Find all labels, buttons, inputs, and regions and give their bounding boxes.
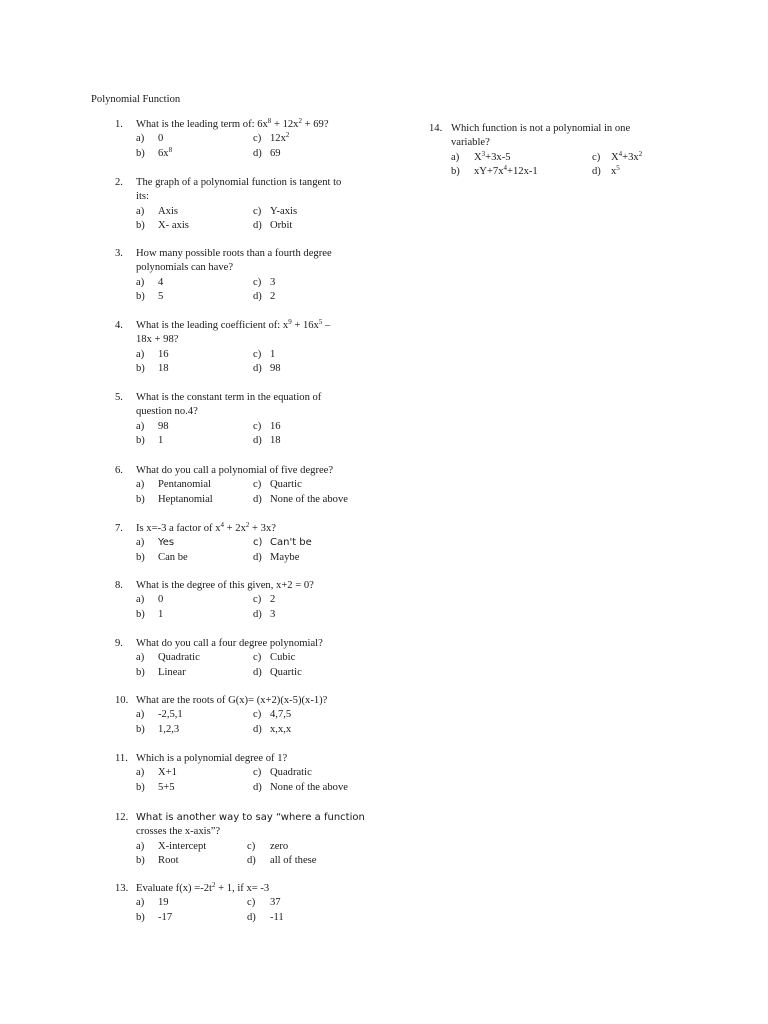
question-text: 18x + 98? xyxy=(136,334,179,346)
option-row xyxy=(115,723,415,737)
option-letter: a) xyxy=(136,276,145,288)
option-text: Yes xyxy=(158,537,175,549)
option-row xyxy=(115,854,415,868)
option-text: -11 xyxy=(270,911,284,923)
option-row xyxy=(115,536,415,550)
option-text: -17 xyxy=(158,911,173,923)
page-title: Polynomial Function xyxy=(91,94,181,105)
option-text: Quartic xyxy=(270,666,302,678)
option-row xyxy=(429,165,729,179)
option-row xyxy=(429,151,729,165)
question xyxy=(115,637,415,680)
option-text: 2 xyxy=(270,594,276,606)
option-letter: d) xyxy=(253,723,262,735)
option-text: Can't be xyxy=(270,537,312,549)
option-text: $X^3+3x-5$ xyxy=(474,149,511,163)
option-letter: d) xyxy=(253,781,262,793)
question-text: crosses the x-axis”? xyxy=(136,826,221,838)
question xyxy=(115,579,415,622)
question-text-line xyxy=(115,825,415,839)
question-text-line xyxy=(115,405,415,419)
question-text: Which is a polynomial degree of 1? xyxy=(136,753,288,764)
option-letter: a) xyxy=(136,479,145,491)
option-text: 98 xyxy=(270,363,281,375)
option-letter: d) xyxy=(253,291,262,303)
option-letter: a) xyxy=(136,652,145,664)
option-row xyxy=(115,896,415,910)
option-row xyxy=(115,420,415,434)
option-letter: a) xyxy=(136,420,145,432)
question-number: 9. xyxy=(115,638,123,649)
option-letter: d) xyxy=(253,608,262,620)
question-text-line xyxy=(115,882,415,896)
option-letter: b) xyxy=(136,608,145,620)
option-text: 18 xyxy=(270,435,281,447)
question-text: question no.4? xyxy=(136,406,198,418)
option-letter: b) xyxy=(136,493,145,505)
question xyxy=(115,247,415,305)
question-text-line xyxy=(115,694,415,708)
option-letter: c) xyxy=(592,151,601,163)
question-text-line xyxy=(429,122,729,136)
option-letter: d) xyxy=(253,147,262,159)
option-letter: d) xyxy=(253,435,262,447)
option-row xyxy=(115,840,415,854)
option-text: 2 xyxy=(270,291,276,303)
option-text: None of the above xyxy=(270,781,348,793)
question-text-line xyxy=(115,319,415,333)
option-text: $xY+7x^4+12x-1$ xyxy=(474,164,538,178)
option-letter: a) xyxy=(136,133,145,145)
option-row xyxy=(115,219,415,233)
question-text-line xyxy=(115,637,415,651)
option-text: Y-axis xyxy=(270,205,298,217)
option-letter: a) xyxy=(136,537,145,549)
question-text-line xyxy=(115,118,415,132)
option-letter: c) xyxy=(253,133,262,145)
option-row xyxy=(115,911,415,925)
option-letter: c) xyxy=(253,420,262,432)
option-letter: b) xyxy=(136,781,145,793)
question-number: 2. xyxy=(115,177,123,188)
option-row xyxy=(115,593,415,607)
question xyxy=(115,811,415,869)
option-text: Root xyxy=(158,855,179,867)
option-row xyxy=(115,434,415,448)
question-number: 12. xyxy=(115,812,129,823)
option-text: 1 xyxy=(270,348,276,360)
option-text: all of these xyxy=(270,855,317,867)
question-text-line xyxy=(115,176,415,190)
option-letter: d) xyxy=(253,220,262,232)
option-text: Quartic xyxy=(270,479,302,491)
option-letter: a) xyxy=(136,840,145,852)
option-letter: b) xyxy=(136,363,145,375)
option-row xyxy=(115,205,415,219)
option-letter: c) xyxy=(253,709,262,721)
option-letter: b) xyxy=(136,855,145,867)
option-letter: a) xyxy=(136,348,145,360)
option-row xyxy=(115,478,415,492)
option-letter: d) xyxy=(247,855,256,867)
question-text: What is the degree of this given, x+2 = 0? xyxy=(136,580,314,591)
question-text: What do you call a polynomial of five degree? xyxy=(136,465,334,476)
question-number: 1. xyxy=(115,119,123,130)
option-text: 1 xyxy=(158,608,164,620)
option-text: 5 xyxy=(158,291,164,303)
option-letter: b) xyxy=(136,147,145,159)
question-number: 11. xyxy=(115,753,128,764)
option-text: 4,7,5 xyxy=(270,709,292,721)
option-text: 5+5 xyxy=(158,781,175,793)
option-text: $x^5$ xyxy=(611,164,620,178)
option-row xyxy=(115,147,415,161)
question xyxy=(115,176,415,234)
question-text: What is the leading term of: $6x^8 + 12x^2 + 69$? xyxy=(136,117,329,130)
option-letter: c) xyxy=(253,537,263,549)
option-row xyxy=(115,276,415,290)
question xyxy=(115,118,415,161)
option-text: -2,5,1 xyxy=(158,709,183,721)
option-text: 98 xyxy=(158,420,169,432)
option-text: 4 xyxy=(158,276,164,288)
option-text: Quadratic xyxy=(270,767,312,779)
option-letter: d) xyxy=(253,666,262,678)
option-letter: b) xyxy=(136,220,145,232)
question xyxy=(115,752,415,795)
question-text-line xyxy=(115,391,415,405)
question-number: 14. xyxy=(429,123,443,134)
question-number: 7. xyxy=(115,523,123,534)
option-letter: c) xyxy=(253,652,262,664)
option-text: Linear xyxy=(158,666,186,678)
question-text-line xyxy=(115,579,415,593)
question-text: What is the leading coefficient of: $x^9 + 16x^5$ – xyxy=(136,318,331,331)
question-text: Which function is not a polynomial in one xyxy=(451,123,631,134)
option-text: Quadratic xyxy=(158,652,200,664)
option-text: X+1 xyxy=(158,767,177,779)
option-letter: c) xyxy=(247,897,256,909)
option-row xyxy=(115,493,415,507)
question-text: polynomials can have? xyxy=(136,262,234,274)
option-row xyxy=(115,666,415,680)
question-text: How many possible roots than a fourth degree xyxy=(136,248,332,259)
option-row xyxy=(115,608,415,622)
question-text-line xyxy=(115,190,415,204)
option-letter: d) xyxy=(253,363,262,375)
option-letter: a) xyxy=(136,594,145,606)
question-text: Evaluate $f(x) =-2t^2 + 1$, if x= -3 xyxy=(136,881,270,894)
question-number: 6. xyxy=(115,465,123,476)
option-row xyxy=(115,348,415,362)
question xyxy=(115,694,415,737)
question-text: What are the roots of G(x)= (x+2)(x-5)(x-1)? xyxy=(136,695,328,706)
option-letter: c) xyxy=(253,594,262,606)
option-letter: a) xyxy=(136,205,145,217)
option-row xyxy=(115,362,415,376)
option-text: Can be xyxy=(158,551,188,563)
question-text: What do you call a four degree polynomial? xyxy=(136,638,323,649)
option-letter: c) xyxy=(253,767,262,779)
question-text: What is the constant term in the equation of xyxy=(136,392,322,403)
option-text: Maybe xyxy=(270,551,300,563)
option-text: 0 xyxy=(158,133,164,145)
question-text: The graph of a polynomial function is tangent to xyxy=(136,177,342,188)
option-text: 18 xyxy=(158,363,169,375)
option-text: 69 xyxy=(270,147,281,159)
option-letter: c) xyxy=(253,276,262,288)
option-row xyxy=(115,132,415,146)
question-number: 10. xyxy=(115,695,129,706)
question-number: 13. xyxy=(115,883,129,894)
option-row xyxy=(115,781,415,795)
option-text: zero xyxy=(270,840,289,852)
option-letter: b) xyxy=(136,291,145,303)
option-letter: c) xyxy=(247,840,256,852)
option-letter: b) xyxy=(136,551,145,563)
option-row xyxy=(115,551,415,565)
option-text: Cubic xyxy=(270,652,296,664)
option-text: 0 xyxy=(158,594,164,606)
option-text: 37 xyxy=(270,897,281,909)
option-letter: d) xyxy=(253,551,262,563)
option-text: $12x^2$ xyxy=(270,131,290,145)
question-text-line xyxy=(429,136,729,150)
option-letter: c) xyxy=(253,348,262,360)
option-letter: a) xyxy=(136,767,145,779)
question xyxy=(429,122,729,180)
question-text-line xyxy=(115,752,415,766)
option-letter: b) xyxy=(136,911,145,923)
question-text-line xyxy=(115,464,415,478)
option-letter: b) xyxy=(136,435,145,447)
question-text-line xyxy=(115,333,415,347)
option-letter: a) xyxy=(136,897,145,909)
question-text: variable? xyxy=(451,137,490,149)
question-number: 4. xyxy=(115,320,123,331)
option-letter: c) xyxy=(253,479,262,491)
option-text: 3 xyxy=(270,608,276,620)
option-letter: a) xyxy=(136,709,145,721)
question-text: Is x=-3 a factor of $x^4 + 2x^2 + 3x$? xyxy=(136,521,276,534)
question-text-line xyxy=(115,811,415,825)
option-text: 16 xyxy=(158,348,169,360)
option-text: 3 xyxy=(270,276,276,288)
question xyxy=(115,391,415,449)
option-text: 1 xyxy=(158,435,164,447)
option-row xyxy=(115,708,415,722)
option-row xyxy=(115,766,415,780)
option-text: $6x^8$ xyxy=(158,145,173,159)
question-number: 3. xyxy=(115,248,123,259)
option-letter: d) xyxy=(592,166,601,178)
option-letter: b) xyxy=(136,723,145,735)
option-row xyxy=(115,290,415,304)
option-letter: c) xyxy=(253,205,262,217)
option-text: x,x,x xyxy=(270,723,292,735)
question xyxy=(115,882,415,925)
option-letter: a) xyxy=(451,151,460,163)
option-text: None of the above xyxy=(270,493,348,505)
option-text: 16 xyxy=(270,420,281,432)
option-text: X- axis xyxy=(158,220,189,232)
option-text: Pentanomial xyxy=(158,479,211,491)
option-text: Heptanomial xyxy=(158,493,213,505)
option-text: 19 xyxy=(158,897,169,909)
question-number: 8. xyxy=(115,580,123,591)
option-text: 1,2,3 xyxy=(158,723,180,735)
question-text: What is another way to say “where a function xyxy=(136,812,365,823)
option-text: X-intercept xyxy=(158,840,207,852)
question xyxy=(115,522,415,565)
question-text-line xyxy=(115,522,415,536)
question xyxy=(115,464,415,507)
option-letter: b) xyxy=(451,166,460,178)
question-number: 5. xyxy=(115,392,123,403)
question-text: its: xyxy=(136,191,149,203)
option-letter: d) xyxy=(253,493,262,505)
option-letter: b) xyxy=(136,666,145,678)
option-text: Axis xyxy=(158,205,179,217)
question xyxy=(115,319,415,377)
option-row xyxy=(115,651,415,665)
question-text-line xyxy=(115,247,415,261)
option-text: $X^4+3x^2$ xyxy=(611,149,643,163)
option-letter: d) xyxy=(247,911,256,923)
question-text-line xyxy=(115,261,415,275)
option-text: Orbit xyxy=(270,220,293,232)
